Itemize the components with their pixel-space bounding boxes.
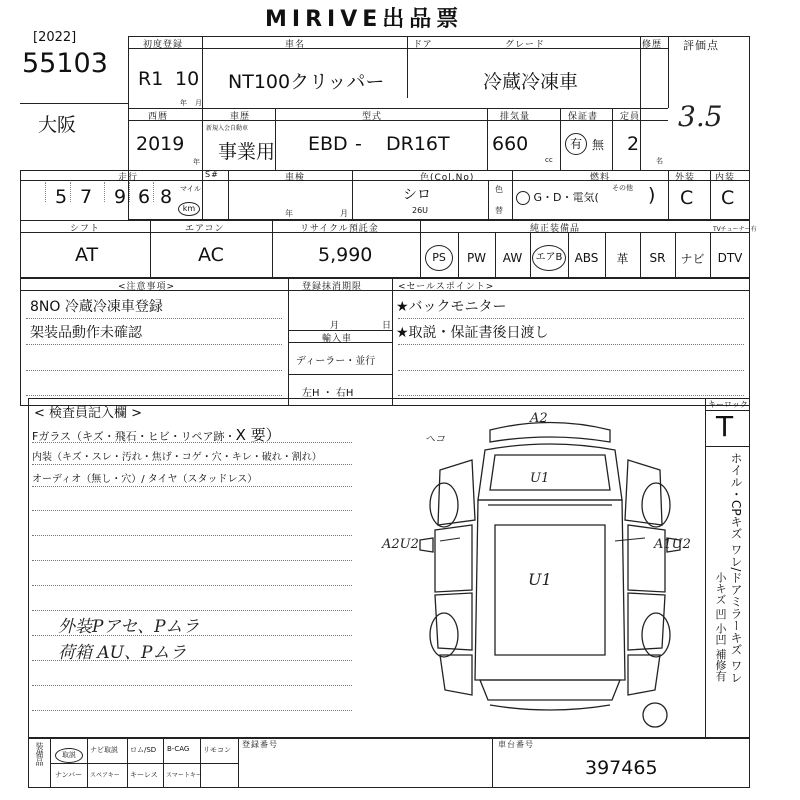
label-shift: シフト [70, 224, 101, 234]
note-line-1: 8NO 冷蔵冷凍車登録 [30, 299, 163, 315]
fuel-value [516, 189, 599, 205]
shift-value: AT [75, 244, 99, 266]
fuel-options: G・D・電気( [533, 191, 599, 204]
brand-name: MIRIVE [265, 7, 383, 32]
chassis-number: 397465 [585, 757, 658, 779]
fuel-g-circle [516, 191, 530, 205]
label-smeter: S# [205, 170, 219, 179]
bottom-equip-keyless: キーレス [130, 771, 158, 779]
equip-airbag [530, 240, 568, 276]
reg-deadline-day: 日 [382, 321, 392, 331]
bottom-equip-manual-label: 取説 [55, 748, 83, 763]
label-mileage: 走行 [118, 173, 139, 183]
mileage-digit-4: 6 [138, 186, 151, 208]
label-equip-bottom: 装備品 [35, 742, 44, 766]
lot-year: [2022] [33, 30, 77, 45]
mileage-digit-5: 8 [160, 186, 173, 208]
unit-mile: マイル [180, 185, 201, 193]
bottom-equip-plate: ナンバー [55, 771, 83, 779]
equip-leather: 革 [616, 251, 629, 266]
equip-dtv: DTV [717, 251, 743, 265]
inspector-line-1-mark: X 要） [235, 426, 281, 444]
aircon-value: AC [198, 244, 224, 266]
inspection-year-unit: 年 [285, 209, 293, 218]
label-wareki: 西暦 [148, 112, 169, 122]
equip-abs: ABS [574, 251, 599, 265]
keylock-value: T [716, 410, 734, 443]
label-warranty: 保証書 [568, 112, 599, 122]
mileage-digit-3: 9 [114, 186, 127, 208]
year-western-value: 2019 [136, 133, 185, 155]
first-reg-month: 10 [175, 68, 200, 90]
label-fuel: 燃料 [590, 173, 611, 183]
diagram-mark-a1u2: A1U2 [654, 537, 691, 552]
unit-year-1: 年 [180, 99, 187, 107]
label-car-name: 車名 [285, 40, 306, 50]
bottom-equip-remote: リモコン [203, 746, 231, 754]
mileage-digit-1: 5 [55, 186, 68, 208]
model-dash: - [355, 133, 362, 155]
displacement-value: 660 [492, 133, 529, 155]
car-damage-diagram [382, 410, 700, 735]
color-code: 26U [412, 206, 429, 215]
inspector-line-2: 内装（キズ・スレ・汚れ・焦げ・コゲ・穴・キレ・破れ・割れ） [32, 452, 322, 463]
score-handwritten: 3.5 [678, 100, 723, 133]
diagram-mark-dent: ヘコ [425, 434, 445, 445]
label-displacement: 排気量 [500, 112, 531, 122]
form-title [265, 2, 463, 33]
form-title-text: 出品票 [382, 7, 464, 32]
inspector-hand-1: 外装Pアセ、Pムラ [58, 617, 200, 637]
bottom-equip-navi-manual: ナビ取説 [90, 746, 118, 754]
equip-ps [420, 240, 458, 276]
shaseki-note: 新規入会自動車 [206, 125, 249, 132]
inspection-month-unit: 月 [340, 209, 348, 218]
import-dealer: ディーラー・並行 [296, 356, 376, 367]
exterior-score: C [680, 187, 694, 209]
color-side-label: 色 [495, 185, 503, 194]
label-reg-no: 登録番号 [242, 740, 278, 749]
color-value: シロ [403, 187, 431, 203]
unit-cc: cc [545, 156, 553, 164]
unit-month-1: 月 [195, 99, 202, 107]
lot-number: 55103 [22, 48, 108, 79]
label-recycle: リサイクル預託金 [300, 224, 379, 234]
label-equipment: 純正装備品 [530, 224, 581, 234]
bottom-equip-manual [55, 742, 83, 763]
side-legend-2: 小キズ 凹 小凹 補修有 [714, 572, 727, 682]
grade-value: 冷蔵冷凍車 [483, 71, 579, 93]
warranty-no: 無 [592, 138, 605, 152]
inspector-line-1-text: Fガラス（キズ・飛石・ヒビ・リペア跡・ [32, 430, 236, 443]
equip-pw: PW [466, 251, 487, 265]
diagram-mark-u1-center: U1 [528, 570, 552, 589]
label-repair-hist: 修歴 [642, 40, 663, 50]
warranty-yes [565, 133, 587, 155]
fuel-other: その他 [612, 184, 633, 192]
bottom-equip-spare-key: スペアキー [90, 772, 120, 779]
equip-navi: ナビ [680, 251, 705, 266]
label-first-reg: 初度登録 [143, 40, 184, 50]
lot-location: 大阪 [38, 114, 77, 136]
reg-deadline-month: 月 [330, 321, 340, 331]
unit-km [178, 196, 200, 216]
label-exterior: 外装 [675, 173, 696, 183]
label-import: 輸入車 [322, 334, 353, 344]
first-reg-era: R1 [138, 68, 164, 90]
label-notes: <注意事項> [118, 282, 176, 292]
interior-score: C [721, 187, 735, 209]
equip-airbag-label: エアB [532, 245, 566, 271]
sales-point-2: ★取説・保証書後日渡し [396, 325, 549, 341]
unit-person: 名 [656, 157, 663, 165]
label-grade: グレード [505, 40, 546, 50]
equip-ps-label: PS [425, 245, 453, 271]
equip-aw: AW [502, 251, 523, 265]
import-handle: 左H ・ 右H [302, 388, 354, 399]
unit-km-circle: km [178, 202, 200, 216]
unit-year-2: 年 [193, 158, 200, 166]
side-legend: ホイル・CPキズ ワレ/ドアミラーキズ ワレ [729, 452, 743, 684]
sales-point-1: ★バックモニター [396, 299, 507, 315]
warranty-yes-circle: 有 [565, 133, 587, 155]
label-shaseki: 車歴 [230, 112, 251, 122]
inspector-line-3: オーディオ（無し・穴）/ タイヤ（スタッドレス） [32, 474, 258, 485]
diagram-mark-u1-top: U1 [530, 471, 550, 486]
inspector-hand-2: 荷箱 AU、Pムラ [58, 643, 187, 663]
fuel-close: ) [648, 184, 656, 206]
label-tuner: TVチューナー有 [713, 226, 757, 233]
color-replace-label: 替 [495, 206, 503, 215]
car-name-value: NT100クリッパー [228, 71, 385, 93]
recycle-value: 5,990 [318, 244, 373, 266]
label-inspector: < 検査員記入欄 > [34, 406, 143, 421]
bottom-equip-rom: ロム/SD [130, 746, 157, 754]
diagram-mark-a2u2: A2U2 [382, 537, 419, 552]
label-capacity: 定員 [620, 112, 641, 122]
diagram-mark-a2: A2 [530, 411, 548, 426]
label-reg-deadline: 登録抹消期限 [302, 282, 363, 292]
usage-value: 事業用 [218, 141, 276, 163]
label-keylock: キーロック [708, 400, 748, 409]
bottom-equip-smart-key: スマートキー [166, 772, 202, 779]
mileage-digit-2: 7 [80, 186, 93, 208]
capacity-value: 2 [627, 133, 640, 155]
label-chassis: 車台番号 [498, 740, 534, 749]
model-code: DR16T [386, 133, 450, 155]
label-score: 評価点 [683, 39, 719, 52]
label-door: ドア [413, 40, 433, 50]
model-prefix: EBD [308, 133, 348, 155]
label-interior: 内装 [715, 173, 736, 183]
bottom-equip-bcag: B-CAG [167, 745, 190, 753]
label-model: 型式 [362, 112, 383, 122]
label-sales-points: <セールスポイント> [398, 282, 495, 292]
label-inspection: 車検 [285, 173, 306, 183]
equip-sr: SR [649, 251, 666, 265]
note-line-2: 架装品動作未確認 [30, 325, 142, 341]
label-color: 色(Col.No) [420, 173, 475, 183]
label-aircon: エアコン [185, 224, 225, 234]
